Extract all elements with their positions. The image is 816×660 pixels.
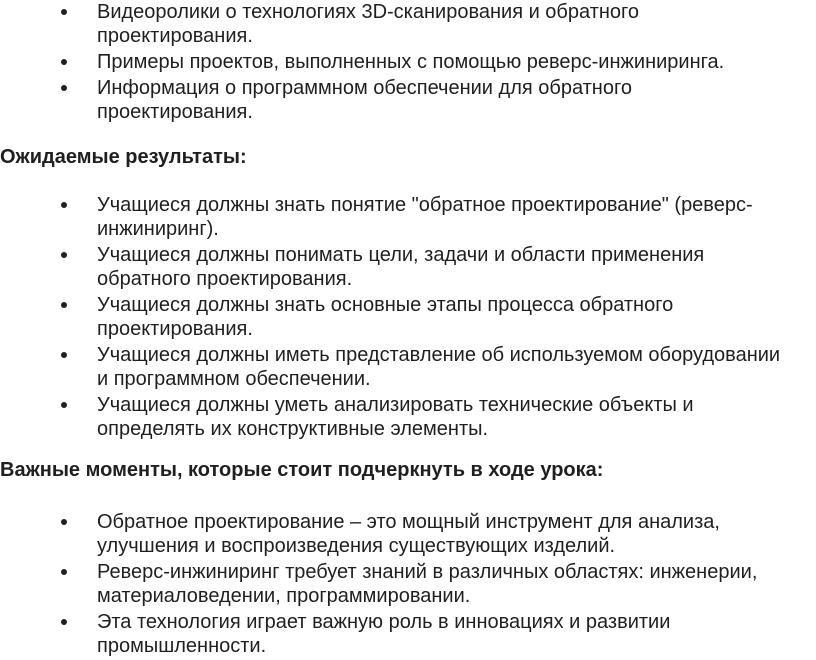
list-item-text: Учащиеся должны знать понятие "обратное проектирование" (реверс- — [97, 194, 753, 216]
list-item-text-cont: промышленности. — [97, 635, 267, 657]
list-item-text: Учащиеся должны иметь представление об используемом оборудовании — [97, 344, 781, 366]
list-item-text-cont: определять их конструктивные элементы. — [97, 418, 489, 440]
list-item — [0, 293, 816, 341]
results-list — [0, 193, 816, 443]
list-item — [0, 243, 816, 291]
list-item-text: Обратное проектирование – это мощный инструмент для анализа, — [97, 511, 720, 533]
list-item — [0, 50, 816, 74]
list-item — [0, 560, 816, 608]
list-item — [0, 343, 816, 391]
list-item-text: Учащиеся должны знать основные этапы процесса обратного — [97, 294, 674, 316]
list-item-text: Учащиеся должны понимать цели, задачи и области применения — [97, 244, 705, 266]
list-item-text-cont: проектирования. — [97, 318, 253, 340]
list-item — [0, 193, 816, 241]
list-item-text-cont: материаловедении, программировании. — [97, 585, 471, 607]
list-item-text: Эта технология играет важную роль в инновациях и развитии — [97, 611, 671, 633]
important-points-heading: Важные моменты, которые стоит подчеркнуть в ходе урока: — [0, 459, 604, 481]
bullet-icon — [61, 619, 67, 625]
list-item-text-cont: проектирования. — [97, 101, 253, 123]
list-item — [0, 0, 816, 48]
bullet-icon — [61, 202, 67, 208]
important-points-list — [0, 510, 816, 660]
list-item — [0, 510, 816, 558]
list-item — [0, 610, 816, 658]
bullet-icon — [61, 9, 67, 15]
list-item-text-cont: проектирования. — [97, 25, 253, 47]
bullet-icon — [61, 519, 67, 525]
bullet-icon — [61, 252, 67, 258]
list-item-text: Реверс-инжиниринг требует знаний в различных областях: инженерии, — [97, 561, 758, 583]
bullet-icon — [61, 59, 67, 65]
bullet-icon — [61, 85, 67, 91]
bullet-icon — [61, 402, 67, 408]
list-item — [0, 76, 816, 124]
list-item-text-cont: и программном обеспечении. — [97, 368, 371, 390]
bullet-icon — [61, 352, 67, 358]
list-item-text-cont: обратного проектирования. — [97, 268, 353, 290]
list-item — [0, 393, 816, 441]
list-item-text-cont: инжиниринг). — [97, 218, 219, 240]
bullet-icon — [61, 302, 67, 308]
list-item-text: Видеоролики о технологиях 3D-сканирования и обратного — [97, 1, 640, 23]
list-item-text: Учащиеся должны уметь анализировать технические объекты и — [97, 394, 694, 416]
list-item-text: Примеры проектов, выполненных с помощью реверс-инжиниринга. — [97, 51, 725, 73]
materials-list — [0, 0, 816, 126]
bullet-icon — [61, 569, 67, 575]
list-item-text-cont: улучшения и воспроизведения существующих изделий. — [97, 535, 616, 557]
list-item-text: Информация о программном обеспечении для обратного — [97, 77, 632, 99]
results-heading: Ожидаемые результаты: — [0, 146, 247, 168]
